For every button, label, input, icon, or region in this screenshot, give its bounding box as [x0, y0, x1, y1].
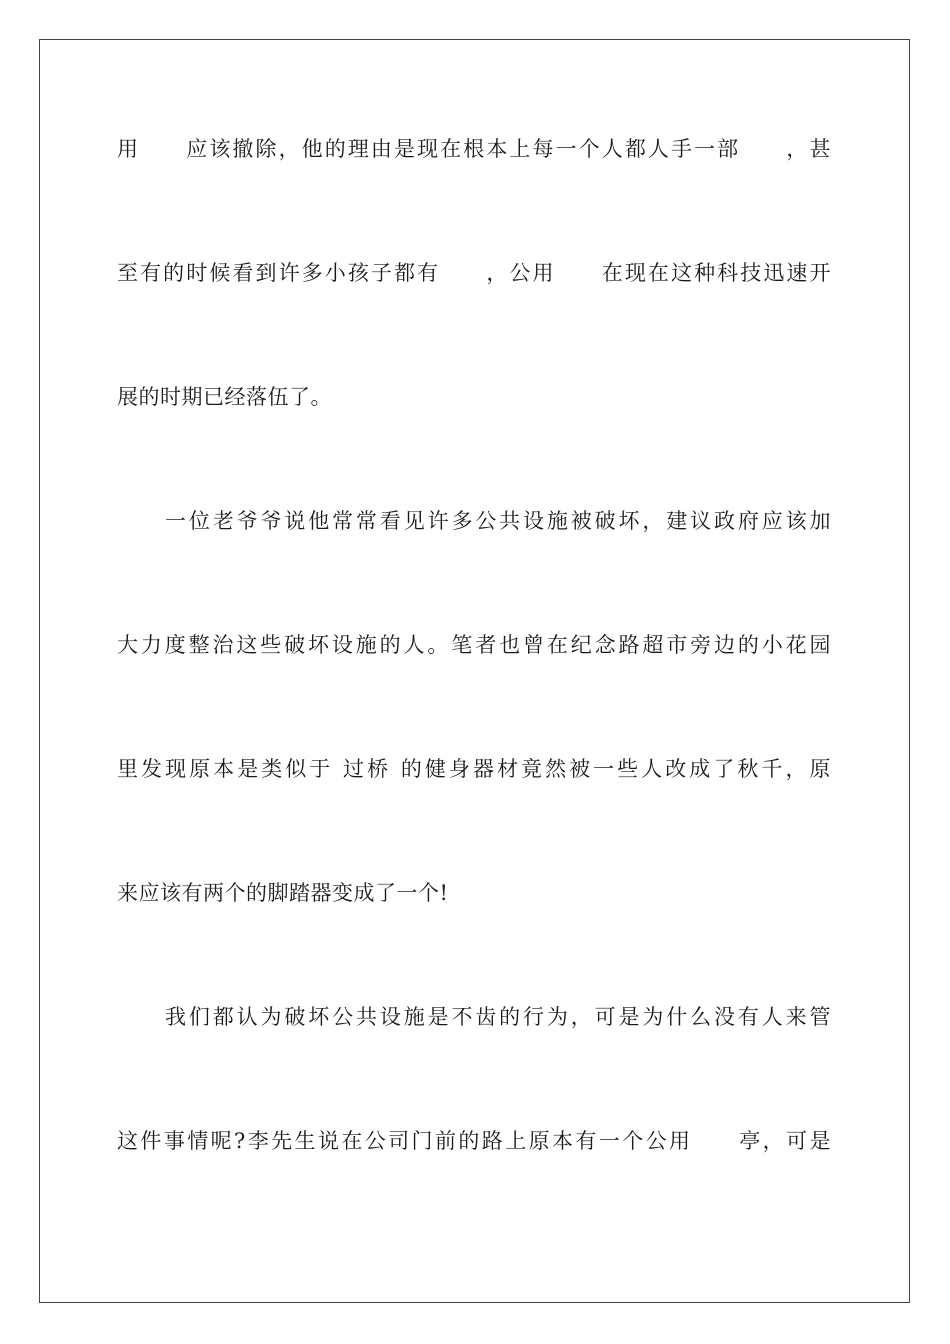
text-line-9: 这件事情呢?李先生说在公司门前的路上原本有一个公用 亭，可是	[117, 1129, 831, 1153]
text-line-8: 我们都认为破坏公共设施是不齿的行为，可是为什么没有人来管	[165, 1005, 831, 1029]
text-line-2: 至有的时候看到许多小孩子都有 ，公用 在现在这种科技迅速开	[117, 261, 831, 285]
page-frame	[39, 39, 910, 1303]
text-line-3: 展的时期已经落伍了。	[117, 385, 332, 409]
text-line-1: 用 应该撤除，他的理由是现在根本上每一个人都人手一部 ，甚	[117, 137, 831, 161]
text-line-7: 来应该有两个的脚踏器变成了一个!	[117, 881, 449, 905]
text-line-4: 一位老爷爷说他常常看见许多公共设施被破坏，建议政府应该加	[165, 509, 831, 533]
text-line-5: 大力度整治这些破坏设施的人。笔者也曾在纪念路超市旁边的小花园	[117, 633, 831, 657]
text-line-6: 里发现原本是类似于 过桥 的健身器材竟然被一些人改成了秋千，原	[117, 757, 831, 781]
